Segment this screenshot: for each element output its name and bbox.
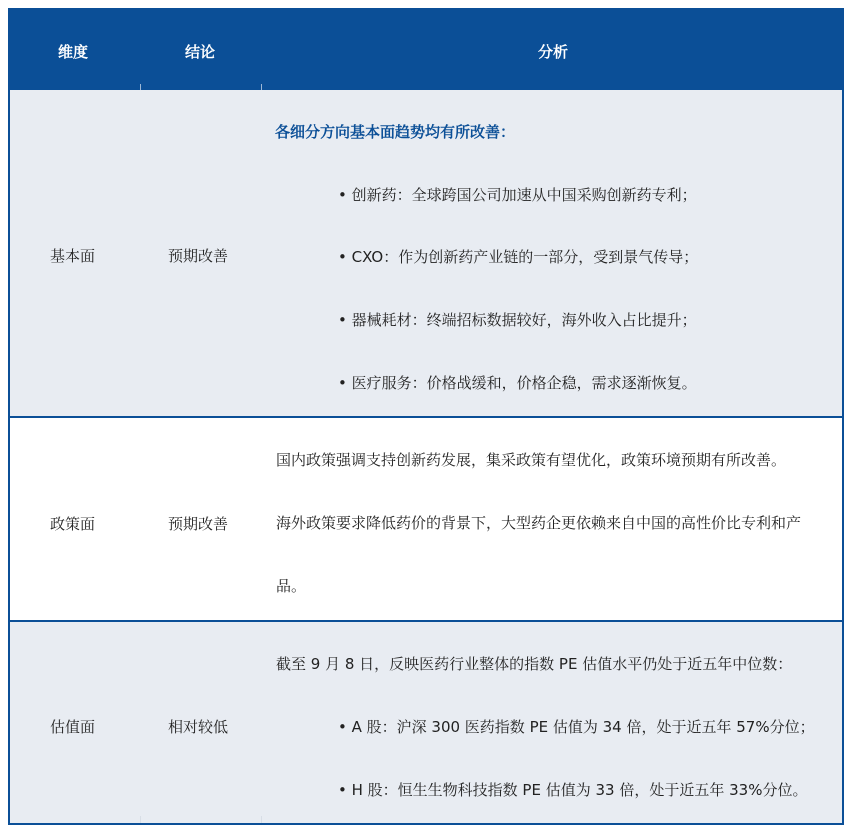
table-row-policy [10,418,842,620]
analysis-line: 截至 9 月 8 日，反映医药行业整体的指数 PE 估值水平仍处于近五年中位数： [276,655,793,673]
analysis-line: 海外政策要求降低药价的背景下，大型药企更依赖来自中国的高性价比专利和产 [276,514,802,532]
analysis-heading: 各细分方向基本面趋势均有所改善： [275,123,516,141]
conclusion-cell: 预期改善 [168,515,229,533]
analysis-bullet: • 创新药：全球跨国公司加速从中国采购创新药专利； [338,186,697,204]
bottom-tick [140,816,141,823]
analysis-bullet: • A 股：沪深 300 医药指数 PE 估值为 34 倍，处于近五年 57%分位； [338,718,815,736]
dimension-cell: 估值面 [50,718,96,736]
analysis-table [8,8,844,825]
dimension-cell: 基本面 [50,247,96,265]
conclusion-cell: 预期改善 [168,247,229,265]
analysis-line: 品。 [276,577,307,595]
analysis-line: 国内政策强调支持创新药发展，集采政策有望优化，政策环境预期有所改善。 [276,451,787,469]
header-analysis: 分析 [538,43,569,61]
analysis-bullet: • H 股：恒生生物科技指数 PE 估值为 33 倍，处于近五年 33%分位。 [338,781,808,799]
analysis-bullet: • 医疗服务：价格战缓和，价格企稳，需求逐渐恢复。 [338,374,697,392]
header-conclusion: 结论 [185,43,216,61]
analysis-bullet: • CXO：作为创新药产业链的一部分，受到景气传导； [338,248,699,266]
analysis-bullet: • 器械耗材：终端招标数据较好，海外收入占比提升； [338,311,697,329]
table-header [10,10,842,90]
conclusion-cell: 相对较低 [168,718,229,736]
dimension-cell: 政策面 [50,515,96,533]
table-row-valuation [10,622,842,823]
header-dimension: 维度 [58,43,89,61]
bottom-tick [261,816,262,823]
table-row-fundamentals [10,90,842,416]
